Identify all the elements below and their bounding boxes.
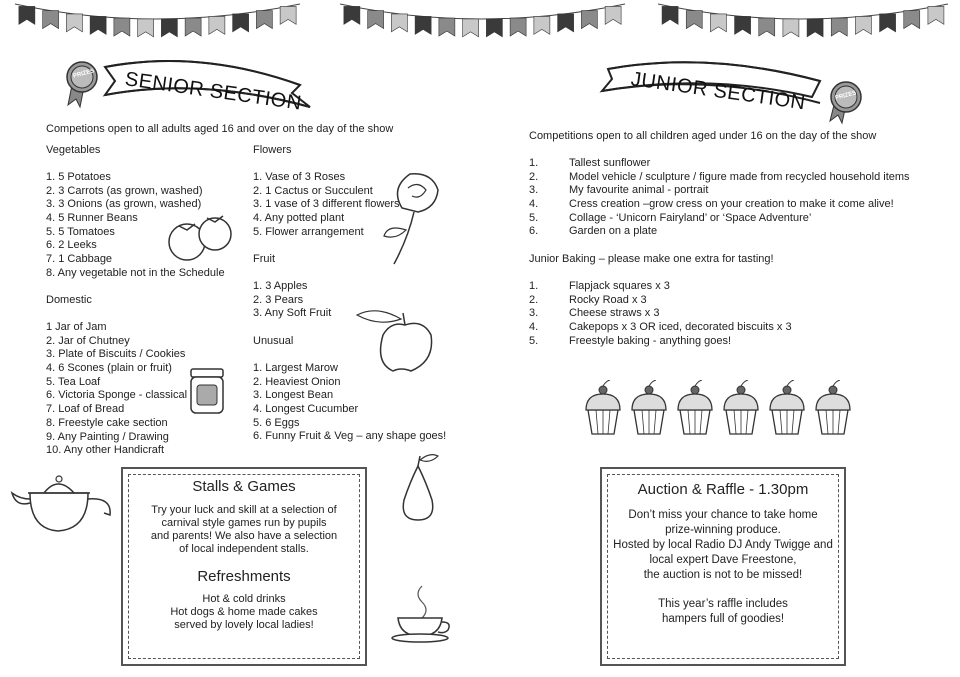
cupcake-icon <box>678 380 712 434</box>
list-item: 6. Victoria Sponge - classical <box>46 389 188 402</box>
list-item: 7. 1 Cabbage <box>46 253 113 266</box>
bunting-flag <box>662 6 678 24</box>
list-item: 3. Cheese straws x 3 <box>529 307 660 320</box>
auction-description <box>608 508 838 583</box>
list-item: 6. Funny Fruit & Veg – any shape goes! <box>253 430 447 443</box>
list-item: 5. Tea Loaf <box>46 375 101 388</box>
text-line: prize-winning produce. <box>665 524 781 536</box>
bunting-flag <box>43 11 59 29</box>
list-item: 5. 5 Tomatoes <box>46 225 115 238</box>
domestic-heading: Domestic <box>46 294 92 306</box>
text-line: and parents! We also have a selection <box>150 530 338 542</box>
apple-icon <box>353 305 438 375</box>
list-item: 2. 3 Carrots (as grown, washed) <box>46 184 203 197</box>
tomatoes-icon <box>163 208 238 263</box>
text-line: hampers full of goodies! <box>661 613 785 625</box>
list-item: 3. Plate of Biscuits / Cookies <box>46 348 186 361</box>
list-item: 5. Flower arrangement <box>253 225 364 238</box>
list-item: 4. 6 Scones (plain or fruit) <box>46 362 172 375</box>
list-item: 3. 1 vase of 3 different flowers <box>253 198 400 211</box>
senior-intro: Competions open to all adults aged 16 and over on the day of the show <box>46 123 394 135</box>
stalls-games-title: Stalls & Games <box>192 478 296 495</box>
bunting-flag <box>807 19 823 37</box>
list-item: 4. Cress creation –grow cress on your creation to make it come alive! <box>529 198 894 211</box>
list-item: 1. Tallest sunflower <box>529 157 651 169</box>
bunting-flag <box>233 14 249 32</box>
list-item: 2. 3 Pears <box>253 293 304 306</box>
text-line: served by lovely local ladies! <box>174 619 314 631</box>
bunting-flag <box>161 19 177 37</box>
teapot-icon <box>8 463 116 538</box>
bunting-flag <box>344 6 360 24</box>
refreshments-title: Refreshments <box>197 568 291 585</box>
bunting-flag <box>19 6 35 24</box>
list-item: 1. Vase of 3 Roses <box>253 171 346 183</box>
senior-prizes-badge-label: PRIZES <box>72 68 96 80</box>
senior-section-title: SENIOR SECTION <box>123 68 304 115</box>
bunting-flag <box>114 18 130 36</box>
bunting-flag <box>90 16 106 34</box>
cupcakes-row <box>578 380 858 438</box>
list-item: 3. 3 Onions (as grown, washed) <box>46 198 202 211</box>
list-item: 1. 3 Apples <box>253 280 308 292</box>
bunting-flag <box>534 16 550 34</box>
list-item: 6. Garden on a plate <box>529 225 658 238</box>
list-item: 6. 2 Leeks <box>46 239 97 252</box>
bunting-flag <box>855 16 871 34</box>
bunting-flag <box>510 18 526 36</box>
vegetables-heading: Vegetables <box>46 144 101 156</box>
cupcake-icon <box>632 380 666 434</box>
bunting-flag <box>486 19 502 37</box>
cupcake-icon <box>770 380 804 434</box>
text-line: Don’t miss your chance to take home <box>628 509 818 521</box>
list-item: 5. Freestyle baking - anything goes! <box>529 334 732 347</box>
bunting-flag <box>735 16 751 34</box>
bunting-flag <box>686 11 702 29</box>
list-item: 2. Jar of Chutney <box>46 334 130 347</box>
text-line: local expert Dave Freestone, <box>649 554 797 566</box>
bunting-middle <box>340 4 625 37</box>
rose-icon <box>380 168 445 268</box>
list-item: 1. 5 Potatoes <box>46 171 111 183</box>
bunting-flag <box>138 19 154 37</box>
bunting-flag <box>759 18 775 36</box>
junior-intro: Competitions open to all children aged under 16 on the day of the show <box>529 130 877 142</box>
bunting-decoration <box>0 0 960 60</box>
text-line: of local independent stalls. <box>179 543 309 555</box>
bunting-right <box>658 4 948 37</box>
list-item: 1. Flapjack squares x 3 <box>529 280 670 292</box>
teacup-icon <box>386 582 456 644</box>
text-line: the auction is not to be missed! <box>643 569 803 581</box>
list-item: 10. Any other Handicraft <box>46 444 165 457</box>
list-item: 9. Any Painting / Drawing <box>46 430 169 443</box>
stalls-games-box <box>121 467 367 666</box>
domestic-list <box>46 321 187 458</box>
fruit-list <box>253 280 331 321</box>
list-item: 5. 6 Eggs <box>253 416 300 429</box>
bunting-flag <box>391 14 407 32</box>
list-item: 4. 5 Runner Beans <box>46 212 138 225</box>
bunting-flag <box>880 14 896 32</box>
bunting-flag <box>185 18 201 36</box>
pear-icon <box>398 452 440 524</box>
list-item: 7. Loaf of Bread <box>46 403 125 416</box>
list-item: 5. Collage - ‘Unicorn Fairyland’ or ‘Space Adventure’ <box>529 211 812 224</box>
text-line: Hot dogs & home made cakes <box>170 606 318 618</box>
bunting-flag <box>368 11 384 29</box>
list-item: 4. Any potted plant <box>253 212 345 225</box>
prizes-rosette-icon <box>830 82 861 123</box>
list-item: 1. Largest Marow <box>253 362 338 374</box>
flowers-list <box>253 171 400 239</box>
bunting-flag <box>209 16 225 34</box>
unusual-heading: Unusual <box>253 335 294 347</box>
bunting-flag <box>256 11 272 29</box>
bunting-flag <box>581 11 597 29</box>
list-item: 3. Any Soft Fruit <box>253 307 332 320</box>
bunting-left <box>15 4 300 37</box>
list-item: 2. Rocky Road x 3 <box>529 293 647 306</box>
bunting-flag <box>558 14 574 32</box>
raffle-description <box>608 597 838 627</box>
text-line: Try your luck and skill at a selection of <box>151 504 337 516</box>
bunting-flag <box>605 6 621 24</box>
junior-prizes-badge-label: PRIZES <box>834 90 858 102</box>
auction-raffle-title: Auction & Raffle - 1.30pm <box>637 481 809 498</box>
cupcake-icon <box>586 380 620 434</box>
text-line: This year’s raffle includes <box>658 598 788 610</box>
list-item: 3. My favourite animal - portrait <box>529 184 709 197</box>
list-item: 8. Any vegetable not in the Schedule <box>46 266 225 279</box>
bunting-flag <box>439 18 455 36</box>
bunting-flag <box>710 14 726 32</box>
auction-raffle-box <box>600 467 846 666</box>
list-item: 2. Heaviest Onion <box>253 375 341 388</box>
junior-baking-list <box>529 280 792 348</box>
bunting-flag <box>415 16 431 34</box>
list-item: 8. Freestyle cake section <box>46 416 168 429</box>
junior-baking-heading: Junior Baking – please make one extra for tasting! <box>529 253 774 265</box>
junior-section-title: JUNIOR SECTION <box>629 68 807 115</box>
text-line: carnival style games run by pupils <box>161 517 327 529</box>
junior-competition-list <box>529 157 910 239</box>
list-item: 3. Longest Bean <box>253 389 334 402</box>
fruit-heading: Fruit <box>253 253 275 265</box>
list-item: 4. Cakepops x 3 OR iced, decorated biscuits x 3 <box>529 321 792 334</box>
text-line: Hosted by local Radio DJ Andy Twigge and <box>613 539 833 551</box>
text-line: Hot & cold drinks <box>202 593 286 605</box>
cupcake-icon <box>724 380 758 434</box>
cupcake-icon <box>816 380 850 434</box>
bunting-flag <box>463 19 479 37</box>
bunting-flag <box>904 11 920 29</box>
bunting-flag <box>66 14 82 32</box>
stalls-description <box>129 504 359 556</box>
bunting-flag <box>928 6 944 24</box>
bunting-flag <box>280 6 296 24</box>
bunting-flag <box>831 18 847 36</box>
bunting-flag <box>783 19 799 37</box>
list-item: 2. Model vehicle / sculpture / figure made from recycled household items <box>529 170 910 183</box>
jam-jar-icon <box>188 365 226 415</box>
list-item: 2. 1 Cactus or Succulent <box>253 184 373 197</box>
refreshments-description <box>129 593 359 632</box>
flowers-heading: Flowers <box>253 144 292 156</box>
list-item: 1 Jar of Jam <box>46 321 107 333</box>
list-item: 4. Longest Cucumber <box>253 403 359 416</box>
